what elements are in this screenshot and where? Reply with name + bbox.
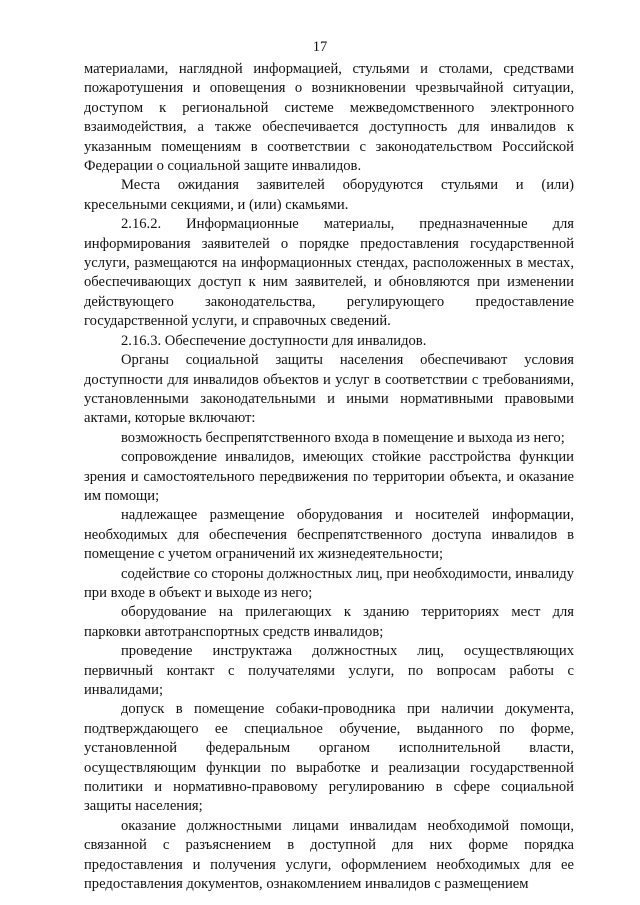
paragraph: содействие со стороны должностных лиц, при необходимости, инвалиду при входе в объект и выходе из него; bbox=[84, 565, 574, 601]
paragraph: Места ожидания заявителей оборудуются стульями и (или) кресельными секциями, и (или) скамьями. bbox=[84, 177, 574, 213]
paragraph: возможность беспрепятственного входа в помещение и выхода из него; bbox=[121, 429, 565, 446]
page-number: 17 bbox=[312, 39, 328, 55]
paragraph: оборудование на прилегающих к зданию территориях мест для парковки автотранспортных средств инвалидов; bbox=[84, 604, 574, 640]
paragraph: надлежащее размещение оборудования и носителей информации, необходимых для обеспечения беспрепятственного доступа инвалидов в помещение с учетом ограничений их жизнедеятельности; bbox=[84, 507, 574, 563]
paragraph: 2.16.2. Информационные материалы, предназначенные для информирования заявителей о порядке предоставления государственной услуги, размещаются на информационных стендах, расположенных в местах, обеспечивающих доступ к ним заявителей, и обновляются при изменении действующего законодательства, регулирующего предоставление государственной услуги, и справочных сведений. bbox=[84, 216, 574, 330]
paragraph: материалами, наглядной информацией, стульями и столами, средствами пожаротушения и оповещения о возникновении чрезвычайной ситуации, доступом к региональной системе межведомственного электронного взаимодействия, а также обеспечивается доступность для инвалидов к указанным помещениям в соответствии с законодательством Российской Федерации о социальной защите инвалидов. bbox=[84, 61, 574, 175]
paragraph: проведение инструктажа должностных лиц, осуществляющих первичный контакт с получателями услуги, по вопросам работы с инвалидами; bbox=[84, 643, 574, 698]
paragraph: 2.16.3. Обеспечение доступности для инвалидов. bbox=[121, 332, 427, 349]
paragraph: допуск в помещение собаки-проводника при наличии документа, подтверждающего ее специальное обучение, выданного по форме, установленной федеральным органом исполнительной власти, осуществляющим функции по выработке и реализации государственной политики и нормативно-правовому регулированию в сфере социальной защиты населения; bbox=[84, 701, 574, 815]
paragraph: сопровождение инвалидов, имеющих стойкие расстройства функции зрения и самостоятельного передвижения по территории объекта, и оказание им помощи; bbox=[84, 449, 574, 504]
paragraph: Органы социальной защиты населения обеспечивают условия доступности для инвалидов объектов и услуг в соответствии с требованиями, установленными законодательными и иными нормативными правовыми актами, которые включают: bbox=[84, 352, 574, 427]
paragraph: оказание должностными лицами инвалидам необходимой помощи, связанной с разъяснением в доступной для них форме порядка предоставления и получения услуги, оформлением необходимых для ее предоставления документов, ознакомлением инвалидов с размещением bbox=[84, 817, 574, 893]
document-body bbox=[84, 60, 574, 894]
